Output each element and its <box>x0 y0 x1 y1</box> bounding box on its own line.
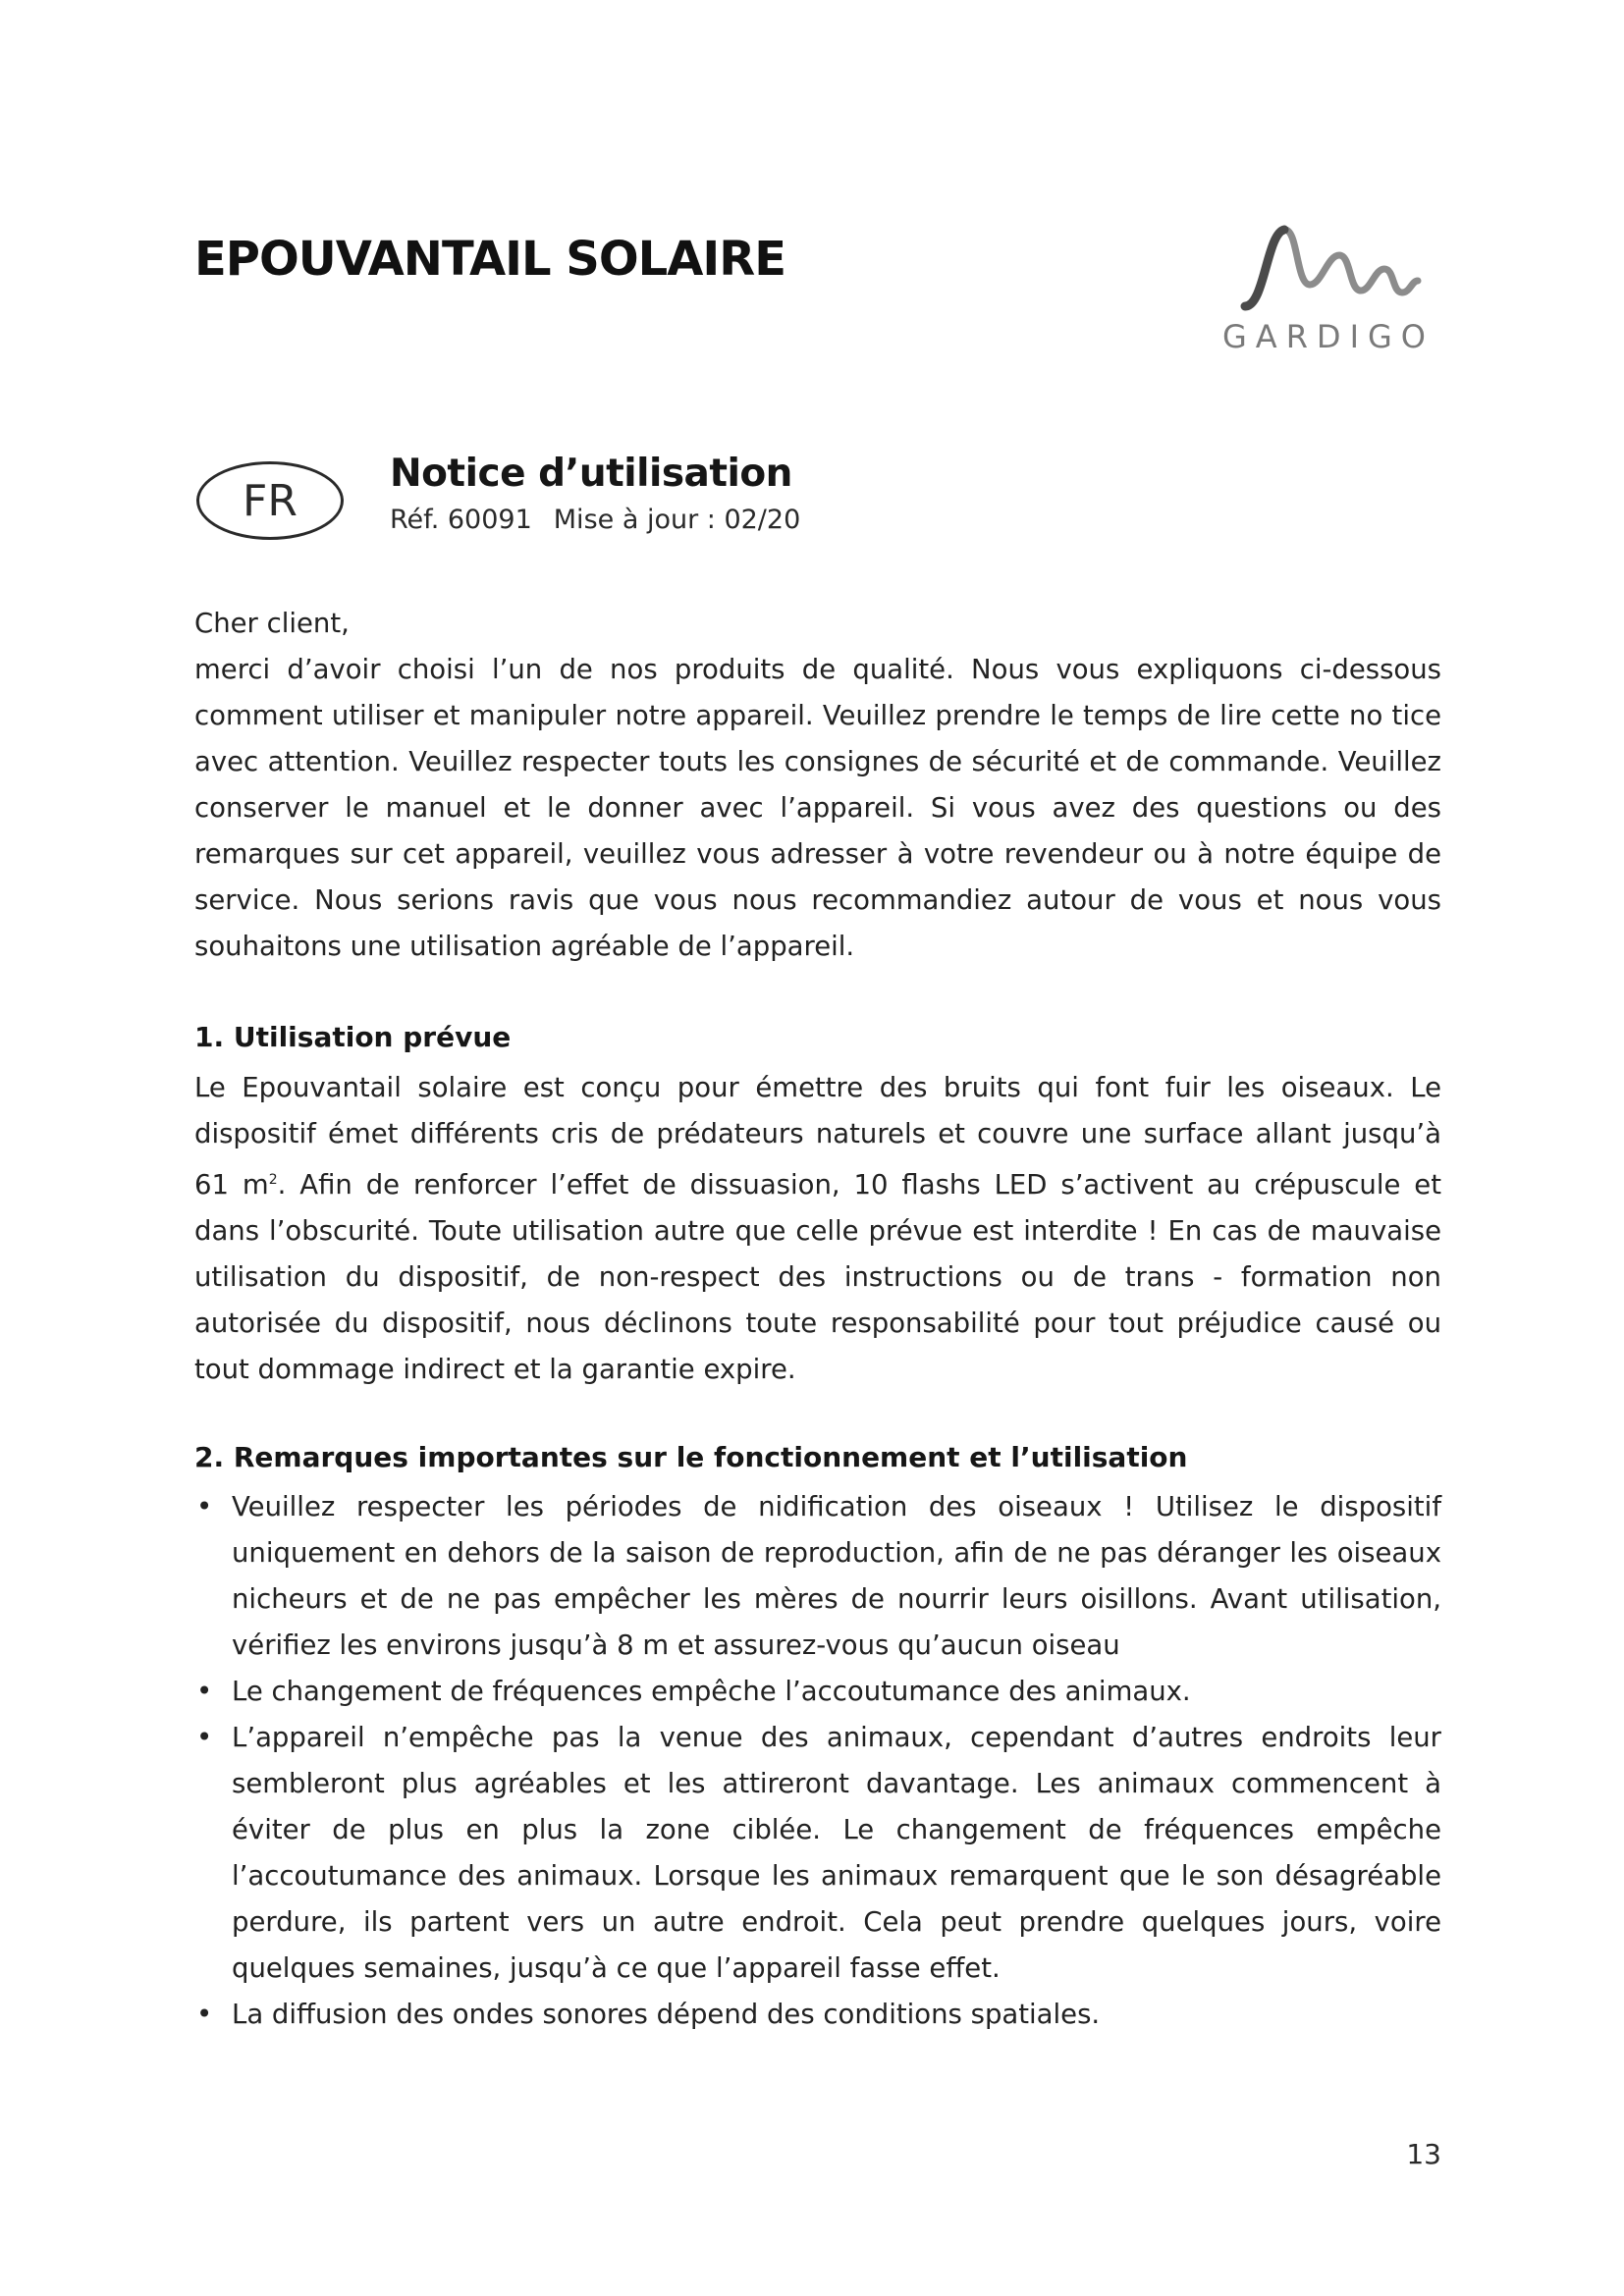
list-item-text: L’appareil n’empêche pas la venue des animaux, cependant d’autres endroits leur sembleront plus agréables et les attireront davantage. Les animaux commencent à éviter de plus en plus la zone ciblée. Le changement de fréquences empêche l’accoutumance des animaux. Lorsque les animaux remarquent que le son désagréable perdure, ils partent vers un autre endroit. Cela peut prendre quelques jours, voire quelques semaines, jusqu’à ce que l’appareil fasse effet. <box>232 1722 1441 1984</box>
list-item <box>194 1669 1441 1715</box>
section-1-heading: 1. Utilisation prévue <box>194 1021 512 1053</box>
intro-paragraph: merci d’avoir choisi l’un de nos produits de qualité. Nous vous expliquons ci-dessous comment utiliser et manipuler notre appareil. Veuillez prendre le temps de lire cette no tice avec attention. Veuillez respecter touts les consignes de sécurité et de commande. Veuillez conserver le manuel et le donner avec l’appareil. Si vous avez des questions ou des remarques sur cet appareil, veuillez vous adresser à votre revendeur ou à notre équipe de service. Nous serions ravis que vous nous recommandiez autour de vous et nous vous souhaitons une utilisation agréable de l’appareil. <box>194 654 1441 962</box>
list-item-text: Veuillez respecter les périodes de nidification des oiseaux ! Utilisez le dispositif uniquement en dehors de la saison de reproduction, afin de ne pas déranger les oiseaux nicheurs et de ne pas empêcher les mères de nourrir leurs oisillons. Avant utilisation, vérifiez les environs jusqu’à 8 m et assurez-vous qu’aucun oiseau <box>232 1491 1441 1661</box>
area-unit-superscript: 2 <box>268 1172 278 1188</box>
intro-block <box>194 601 1441 970</box>
list-item <box>194 1992 1441 2038</box>
page-title: EPOUVANTAIL SOLAIRE <box>194 232 785 287</box>
section-1-text-b: . Afin de renforcer l’effet de dissuasion, 10 flashs LED s’activent au crépuscule et dans l’obscurité. Toute utilisation autre que celle prévue est interdite ! En cas de mauvaise utilisation du dispositif, de non-respect des instructions ou de trans - formation non autorisée du dispositif, nous déclinons toute responsabilité pour tout préjudice causé ou tout dommage indirect et la garantie expire. <box>194 1169 1441 1386</box>
section-2-heading: 2. Remarques importantes sur le fonctionnement et l’utilisation <box>194 1441 1188 1473</box>
page-number: 13 <box>1406 2138 1441 2170</box>
section-2-bullet-list <box>194 1484 1441 2038</box>
list-item <box>194 1484 1441 1669</box>
reference-number: Réf. 60091 <box>390 505 532 535</box>
list-item <box>194 1715 1441 1992</box>
section-1-body <box>194 1065 1441 1393</box>
brand-name: GARDIGO <box>1222 318 1435 355</box>
notice-title: Notice d’utilisation <box>390 452 792 496</box>
update-date: Mise à jour : 02/20 <box>553 505 801 535</box>
section-1-paragraph <box>194 1065 1441 1393</box>
salutation: Cher client, <box>194 608 350 639</box>
notice-reference-line <box>390 505 800 535</box>
language-badge: FR <box>196 461 344 540</box>
bullet-icon: • <box>196 1491 213 1522</box>
bullet-icon: • <box>196 1999 213 2030</box>
wave-icon <box>1237 216 1424 314</box>
bullet-icon: • <box>196 1676 213 1707</box>
list-item-text: Le changement de fréquences empêche l’accoutumance des animaux. <box>232 1676 1191 1707</box>
list-item-text: La diffusion des ondes sonores dépend des conditions spatiales. <box>232 1999 1101 2030</box>
brand-logo <box>1206 216 1451 363</box>
bullet-icon: • <box>196 1722 213 1753</box>
section-1-text-a: Le Epouvantail solaire est conçu pour émettre des bruits qui font fuir les oiseaux. Le dispositif émet différents cris de prédateurs naturels et couvre une surface allant jusqu’à 61 m <box>194 1072 1441 1201</box>
